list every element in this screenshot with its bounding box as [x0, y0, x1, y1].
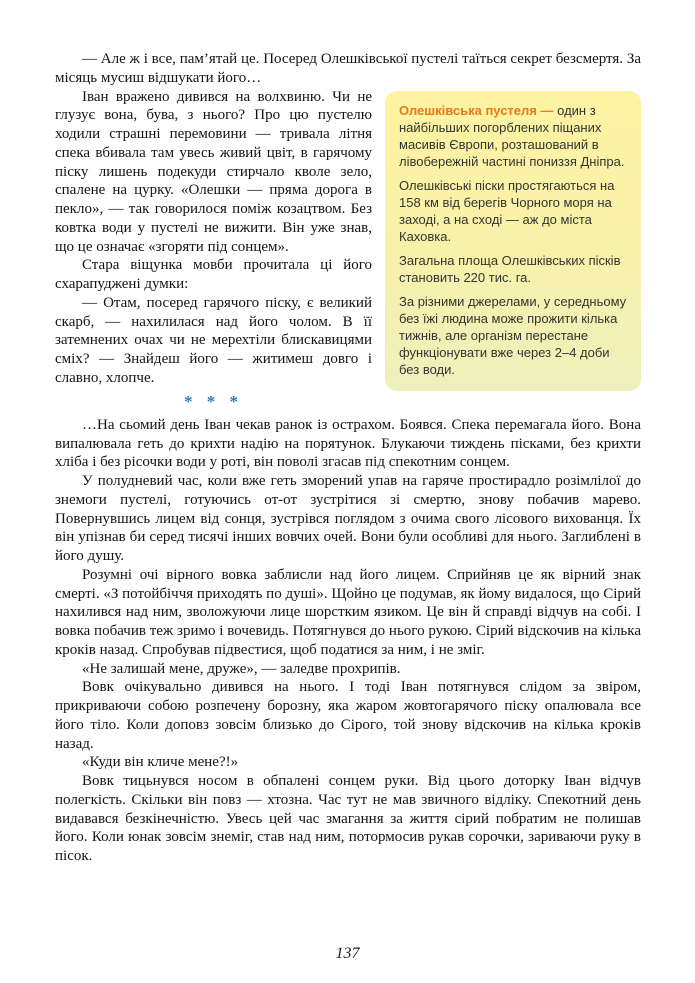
story-paragraph: У полудневий час, коли вже геть зморений упав на гаряче простирадло розімлілої до знемоги пустелі, готуючись от-от зустрітися зі смертю, знову побачив марево. Повернувшись лицем від сонця, зустрівся поглядом з очима свого лісового вихованця. Їх він упізнав би серед тисячі інших вовчих очей. Вони були особливі для нього. Заглиблені в його душу.	[55, 473, 641, 564]
infobox-paragraph: За різними джерелами, у середньому без їжі людина може прожити кілька тижнів, але організм перестане функціонувати вже через 2–4 доби без води.	[399, 293, 627, 377]
infobox-oleshky-desert	[385, 91, 641, 391]
story-paragraph: Розумні очі вірного вовка заблисли над його лицем. Сприйняв це як вірний знак смерті. «З потойбіччя приходять по душі». Щойно це подумав, як йому видалося, що Сірий нахилився над ним, зволожуючи лице шорстким язиком. Це він й справді відчув на собі. І вовка побачив теж зримо і вочевидь. Потягнувся до нього рукою. Сірий відскочив на кілька кроків назад. Спробував підвестися, щоб податися за ним, і не зміг.	[55, 566, 641, 658]
story-paragraph: — Отам, посеред гарячого піску, є великий скарб, — нахилилася над його чолом. В її затемнених очах чи не мерехтіли блискавицями сміх? — Знайдеш його — житимеш довго і славно, хлопче.	[55, 294, 372, 386]
story-paragraph: Вовк очікувально дивився на нього. І тоді Іван потягнувся слідом за звіром, прикриваючи собою розпечену борозну, яка жаром жовтогарячого піску опалювала все його тіло. Коли доповз зовсім близько до Сірого, той знову відскочив на кілька кроків назад.	[55, 679, 641, 752]
story-paragraph: «Не залишай мене, друже», — заледве прохрипів.	[82, 660, 401, 677]
story-paragraph: «Куди він кличе мене?!»	[82, 754, 239, 771]
infobox-intro-paragraph	[399, 102, 627, 170]
story-paragraph: …На сьомий день Іван чекав ранок із острахом. Боявся. Спека перемагала його. Вона випалювала геть до крихти надію на порятунок. Блукаючи тиждень пісками, без крихти хліба і без рісочки води у роті, він поволі згасав під спекотним сонцем.	[55, 416, 641, 471]
story-paragraph: Стара віщунка мовби прочитала ці його схарапуджені думки:	[55, 257, 372, 292]
story-text	[55, 50, 641, 866]
story-paragraph: Іван вражено дивився на волхвиню. Чи не глузує вона, бува, з нього? Про цю пустелю ходили страшні перемовини — тривала літня спека вбивала там увесь живий цвіт, в гарячому піску лишень подекуди стирчало кволе зело, спалене на цурку. «Олешки — пряма дорога в пекло», — так говорилося поміж козацтвом. Без ковтка води у пустелі не вижити. Він уже знав, що це означає «згоряти під сонцем».	[55, 88, 372, 255]
infobox-paragraph: Загальна площа Олешківських пісків становить 220 тис. га.	[399, 252, 621, 285]
page-number: 137	[335, 945, 360, 962]
section-separator: * * *	[184, 391, 243, 411]
infobox-title: Олешківська пустеля —	[399, 102, 554, 118]
story-paragraph: — Але ж і все, пам’ятай це. Посеред Олешківської пустелі таїться секрет безсмертя. За місяць мусиш відшукати його…	[55, 51, 641, 86]
infobox-paragraph: Олешківські піски простягаються на 158 км від берегів Чорного моря на заході, а на сході — аж до міста Каховка.	[399, 177, 615, 244]
infobox-intro-text: один з найбільших погорблених піщаних масивів Європи, розташований в лівобережній частині пониззя Дніпра.	[399, 102, 625, 169]
story-paragraph: Вовк тицьнувся носом в обпалені сонцем руки. Від цього доторку Іван відчув полегкість. Скільки він повз — хтозна. Час тут не мав звичного відліку. Спекотний день видавався безкінечністю. Увесь цей час змагання за життя сірий побратим не полишав його. Коли юнак зовсім знеміг, став над ним, потормосив рукав сорочки, зариваючи руку в пісок.	[55, 773, 641, 864]
